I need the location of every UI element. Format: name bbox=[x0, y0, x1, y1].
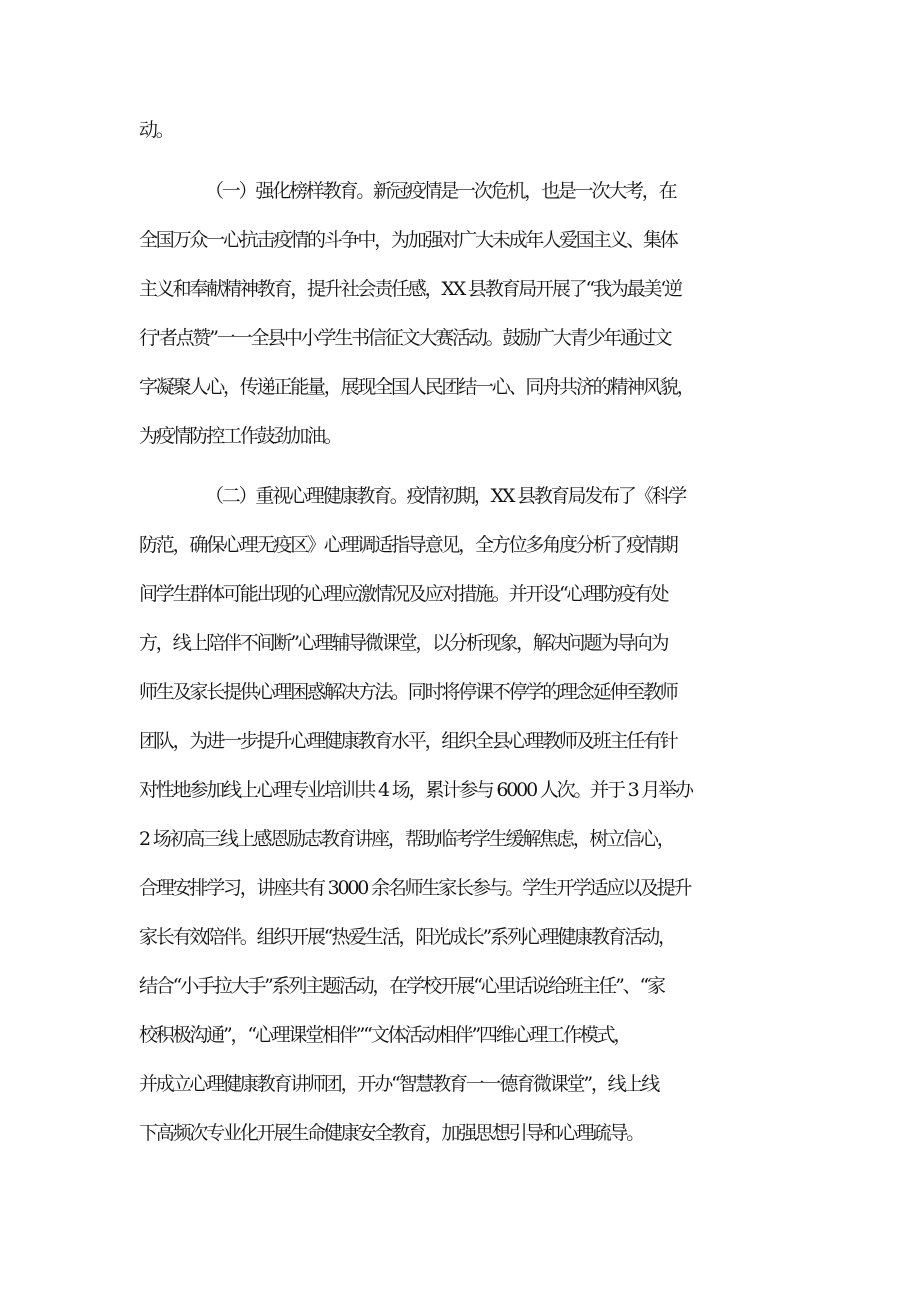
text-line: 校积极沟通”，“心理课堂相伴”“文体活动相伴”四维心理工作模式， bbox=[139, 1024, 631, 1046]
text-line: 防范，确保心理无疫区》心理调适指导意见，全方位多角度分析了疫情期 bbox=[139, 534, 677, 556]
text-line: 结合“小手拉大手”系列主题活动，在学校开展“心里话说给班主任”、“家 bbox=[139, 975, 664, 997]
text-line: 师生及家长提供心理困惑解决方法。同时将停课不停学的理念延伸至教师 bbox=[139, 681, 677, 703]
text-line: 下高频次专业化开展生命健康安全教育，加强思想引导和心理疏导。 bbox=[139, 1122, 644, 1144]
text-line: 动。 bbox=[139, 119, 173, 141]
text-line: （一）强化榜样教育。新冠疫情是一次危机，也是一次大考，在 bbox=[205, 180, 676, 202]
text-line: 为疫情防控工作鼓劲加油。 bbox=[139, 425, 341, 447]
text-line: 团队，为进一步提升心理健康教育水平，组织全县心理教师及班主任有针 bbox=[139, 730, 677, 752]
text-line: 并成立心理健康教育讲师团，开办“智慧教育一一德育微课堂”，线上线 bbox=[139, 1073, 659, 1095]
text-line: 2 场初高三线上感恩励志教育讲座，帮助临考学生缓解焦虑，树立信心， bbox=[139, 828, 674, 850]
text-line: （二）重视心理健康教育。疫情初期，XX 县教育局发布了《科学 bbox=[205, 485, 686, 507]
text-line: 方，线上陪伴不间断”心理辅导微课堂，以分析现象，解决问题为导向为 bbox=[139, 632, 668, 654]
text-line: 主义和奉献精神教育，提升社会责任感，XX 县教育局开展了“我为最美‘逆 bbox=[139, 278, 681, 300]
text-line: 家长有效陪伴。组织开展“热爱生活，阳光成长”系列心理健康教育活动， bbox=[139, 926, 675, 948]
text-line: 对性地参加线上心理专业培训共 4 场，累计参与 6000 人次。并于 3 月举办 bbox=[139, 779, 692, 801]
text-line: 全国万众一心抗击疫情的斗争中，为加强对广大未成年人爱国主义、集体 bbox=[139, 229, 677, 251]
text-line: 间学生群体可能出现的心理应激情况及应对措施。并开设“心理防疫有处 bbox=[139, 583, 668, 605]
text-line: 合理安排学习，讲座共有 3000 余名师生家长参与。学生开学适应以及提升 bbox=[139, 877, 691, 899]
text-line: 字凝聚人心，传递正能量，展现全国人民团结一心、同舟共济的精神风貌， bbox=[139, 376, 694, 398]
text-line: 行'者点赞”一一全县中小学生书信征文大赛活动。鼓励广大青少年通过文 bbox=[139, 327, 671, 349]
